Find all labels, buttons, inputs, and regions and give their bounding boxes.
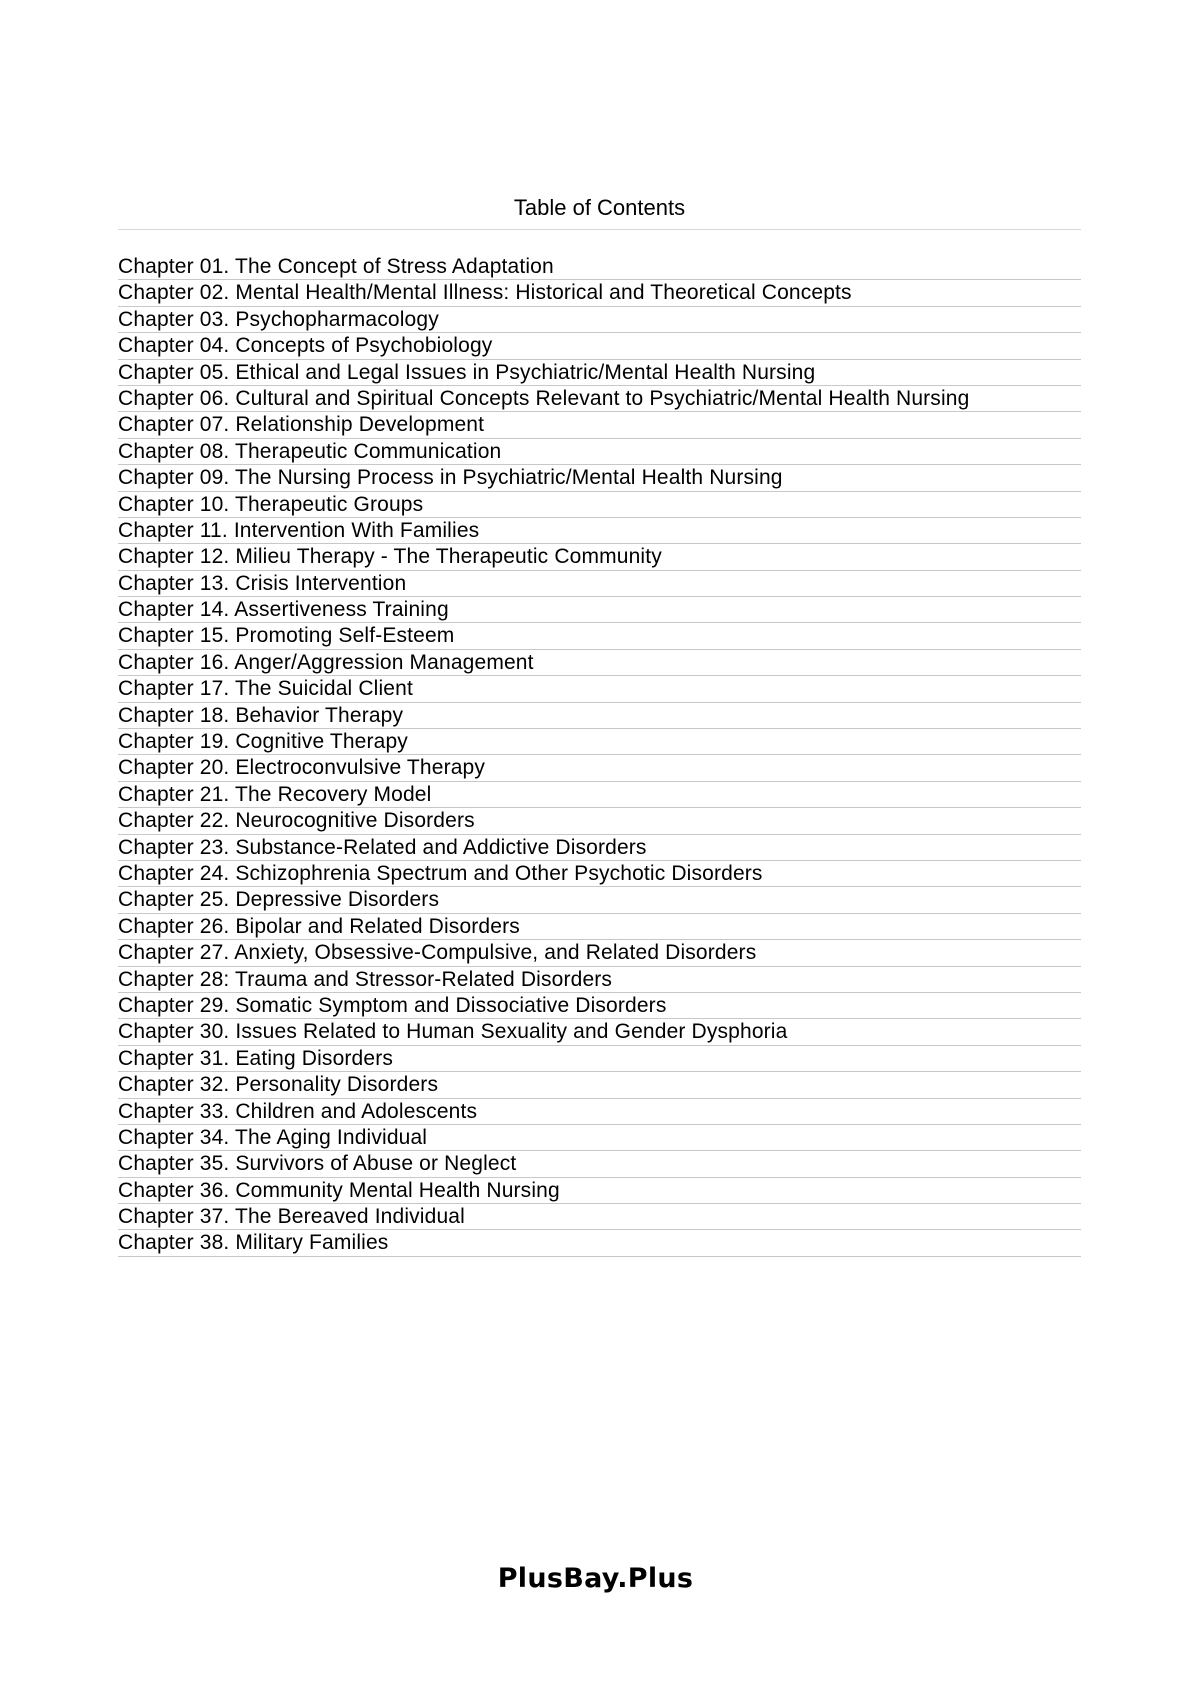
toc-entry: Chapter 37. The Bereaved Individual — [118, 1204, 1081, 1230]
toc-entry: Chapter 05. Ethical and Legal Issues in Psychiatric/Mental Health Nursing — [118, 360, 1081, 386]
toc-entry: Chapter 36. Community Mental Health Nursing — [118, 1178, 1081, 1204]
toc-entry: Chapter 28: Trauma and Stressor-Related Disorders — [118, 967, 1081, 993]
toc-entry: Chapter 16. Anger/Aggression Management — [118, 650, 1081, 676]
toc-entry: Chapter 32. Personality Disorders — [118, 1072, 1081, 1098]
toc-entry: Chapter 31. Eating Disorders — [118, 1046, 1081, 1072]
footer-brand: PlusBay.Plus — [497, 1563, 694, 1594]
toc-entry: Chapter 30. Issues Related to Human Sexuality and Gender Dysphoria — [118, 1019, 1081, 1045]
toc-entry: Chapter 35. Survivors of Abuse or Neglect — [118, 1151, 1081, 1177]
toc-entry: Chapter 04. Concepts of Psychobiology — [118, 333, 1081, 359]
toc-entry: Chapter 33. Children and Adolescents — [118, 1099, 1081, 1125]
toc-entry: Chapter 22. Neurocognitive Disorders — [118, 808, 1081, 834]
toc-entry: Chapter 13. Crisis Intervention — [118, 571, 1081, 597]
toc-entry: Chapter 18. Behavior Therapy — [118, 703, 1081, 729]
toc-entry: Chapter 02. Mental Health/Mental Illness: Historical and Theoretical Concepts — [118, 280, 1081, 306]
toc-entry: Chapter 24. Schizophrenia Spectrum and Other Psychotic Disorders — [118, 861, 1081, 887]
toc-entry: Chapter 19. Cognitive Therapy — [118, 729, 1081, 755]
toc-entry: Chapter 29. Somatic Symptom and Dissociative Disorders — [118, 993, 1081, 1019]
toc-entry: Chapter 25. Depressive Disorders — [118, 887, 1081, 913]
toc-entry: Chapter 34. The Aging Individual — [118, 1125, 1081, 1151]
toc-entry: Chapter 10. Therapeutic Groups — [118, 492, 1081, 518]
toc-entry: Chapter 12. Milieu Therapy - The Therapeutic Community — [118, 544, 1081, 570]
table-of-contents — [118, 254, 1081, 1257]
toc-entry: Chapter 38. Military Families — [118, 1230, 1081, 1256]
toc-entry: Chapter 06. Cultural and Spiritual Concepts Relevant to Psychiatric/Mental Health Nursing — [118, 386, 1081, 412]
toc-entry: Chapter 01. The Concept of Stress Adaptation — [118, 254, 1081, 280]
toc-entry: Chapter 11. Intervention With Families — [118, 518, 1081, 544]
toc-entry: Chapter 03. Psychopharmacology — [118, 307, 1081, 333]
toc-entry: Chapter 23. Substance-Related and Addictive Disorders — [118, 835, 1081, 861]
page-title: Table of Contents — [513, 195, 686, 220]
toc-entry: Chapter 09. The Nursing Process in Psychiatric/Mental Health Nursing — [118, 465, 1081, 491]
toc-entry: Chapter 17. The Suicidal Client — [118, 676, 1081, 702]
toc-entry: Chapter 21. The Recovery Model — [118, 782, 1081, 808]
toc-entry: Chapter 20. Electroconvulsive Therapy — [118, 755, 1081, 781]
toc-entry: Chapter 14. Assertiveness Training — [118, 597, 1081, 623]
toc-entry: Chapter 27. Anxiety, Obsessive-Compulsive, and Related Disorders — [118, 940, 1081, 966]
title-divider — [118, 229, 1081, 230]
toc-entry: Chapter 15. Promoting Self-Esteem — [118, 623, 1081, 649]
toc-entry: Chapter 08. Therapeutic Communication — [118, 439, 1081, 465]
toc-entry: Chapter 07. Relationship Development — [118, 412, 1081, 438]
toc-entry: Chapter 26. Bipolar and Related Disorders — [118, 914, 1081, 940]
